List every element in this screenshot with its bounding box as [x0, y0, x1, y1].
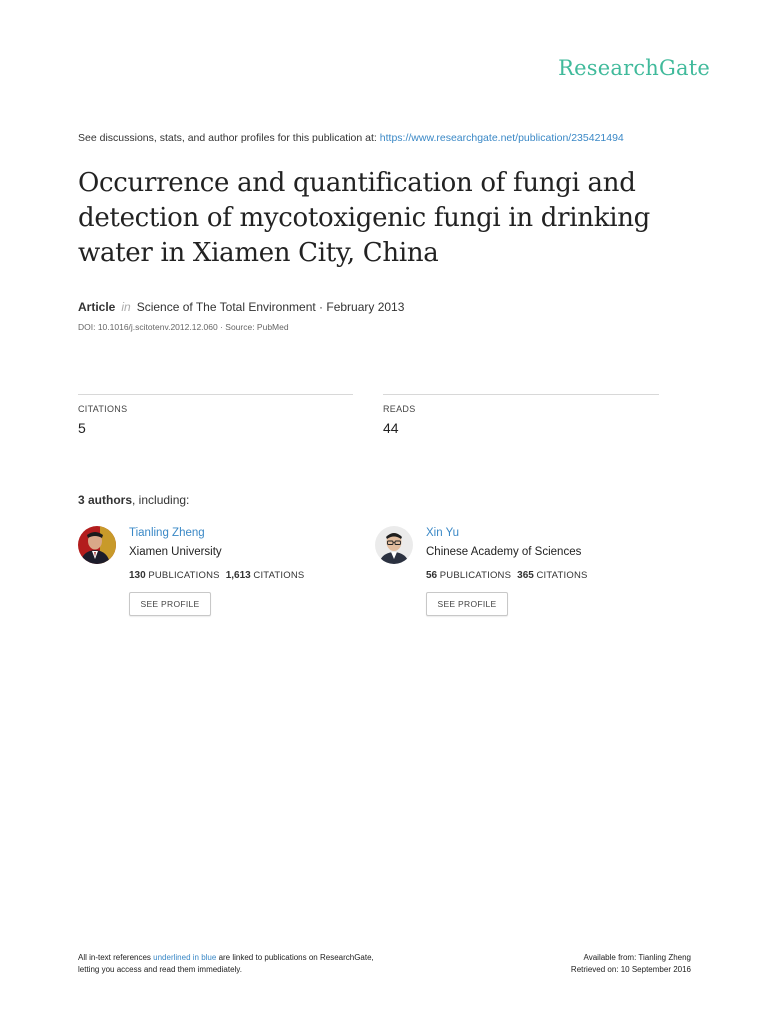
author-avatar[interactable] — [78, 526, 116, 564]
authors-count: 3 authors — [78, 493, 133, 507]
citations-label: CITATIONS — [536, 570, 588, 581]
footer-note-line1 — [78, 952, 374, 964]
footer-text: All in-text references — [78, 953, 151, 962]
author-publications-count: 56 — [426, 570, 438, 581]
reads-count: 44 — [383, 420, 399, 436]
in-word: in — [121, 300, 131, 314]
author-stats — [129, 570, 310, 581]
citations-label: CITATIONS — [78, 404, 128, 414]
publication-meta — [78, 300, 404, 314]
author-institution: Xiamen University — [129, 546, 222, 558]
publications-label: PUBLICATIONS — [439, 570, 512, 581]
authors-heading — [78, 493, 189, 507]
reads-divider — [383, 394, 659, 395]
authors-including: , including: — [132, 493, 190, 507]
author-publications-count: 130 — [129, 570, 146, 581]
avatar-photo-icon — [375, 526, 413, 564]
doi-source: DOI: 10.1016/j.scitotenv.2012.12.060 · Source: PubMed — [78, 322, 289, 332]
reads-label: READS — [383, 404, 416, 414]
discussion-prefix: See discussions, stats, and author profiles for this publication at: — [78, 132, 377, 144]
footer-note-line2: letting you access and read them immediately. — [78, 965, 242, 974]
author-stats — [426, 570, 594, 581]
citations-label: CITATIONS — [253, 570, 305, 581]
publications-label: PUBLICATIONS — [148, 570, 220, 581]
citations-divider — [78, 394, 353, 395]
footer-text: are linked to publications on ResearchGate, — [218, 953, 374, 962]
publication-link[interactable]: https://www.researchgate.net/publication/235421494 — [379, 132, 624, 144]
discussion-line — [78, 132, 624, 144]
publication-type: Article — [78, 300, 116, 314]
avatar-photo-icon — [78, 526, 116, 564]
footer-note — [78, 952, 374, 976]
available-from: Available from: Tianling Zheng — [583, 953, 691, 962]
retrieved-on: Retrieved on: 10 September 2016 — [570, 965, 691, 974]
author-avatar[interactable] — [375, 526, 413, 564]
see-profile-button[interactable]: SEE PROFILE — [426, 592, 508, 616]
author-citations-count: 1,613 — [225, 570, 251, 581]
journal-date[interactable]: Science of The Total Environment · February 2013 — [136, 300, 405, 314]
author-institution: Chinese Academy of Sciences — [426, 546, 582, 558]
author-name-link[interactable]: Xin Yu — [426, 527, 460, 539]
author-citations-count: 365 — [517, 570, 534, 581]
footer-underlined-example: underlined in blue — [153, 953, 217, 962]
author-name-link[interactable]: Tianling Zheng — [129, 527, 205, 539]
publication-title: Occurrence and quantification of fungi and detection of mycotoxigenic fungi in drinking water in Xiamen City, China — [78, 168, 651, 268]
see-profile-button[interactable]: SEE PROFILE — [129, 592, 211, 616]
footer-retrieval-info — [571, 952, 691, 976]
citations-count: 5 — [78, 420, 86, 436]
researchgate-logo[interactable]: ResearchGate — [558, 56, 710, 80]
